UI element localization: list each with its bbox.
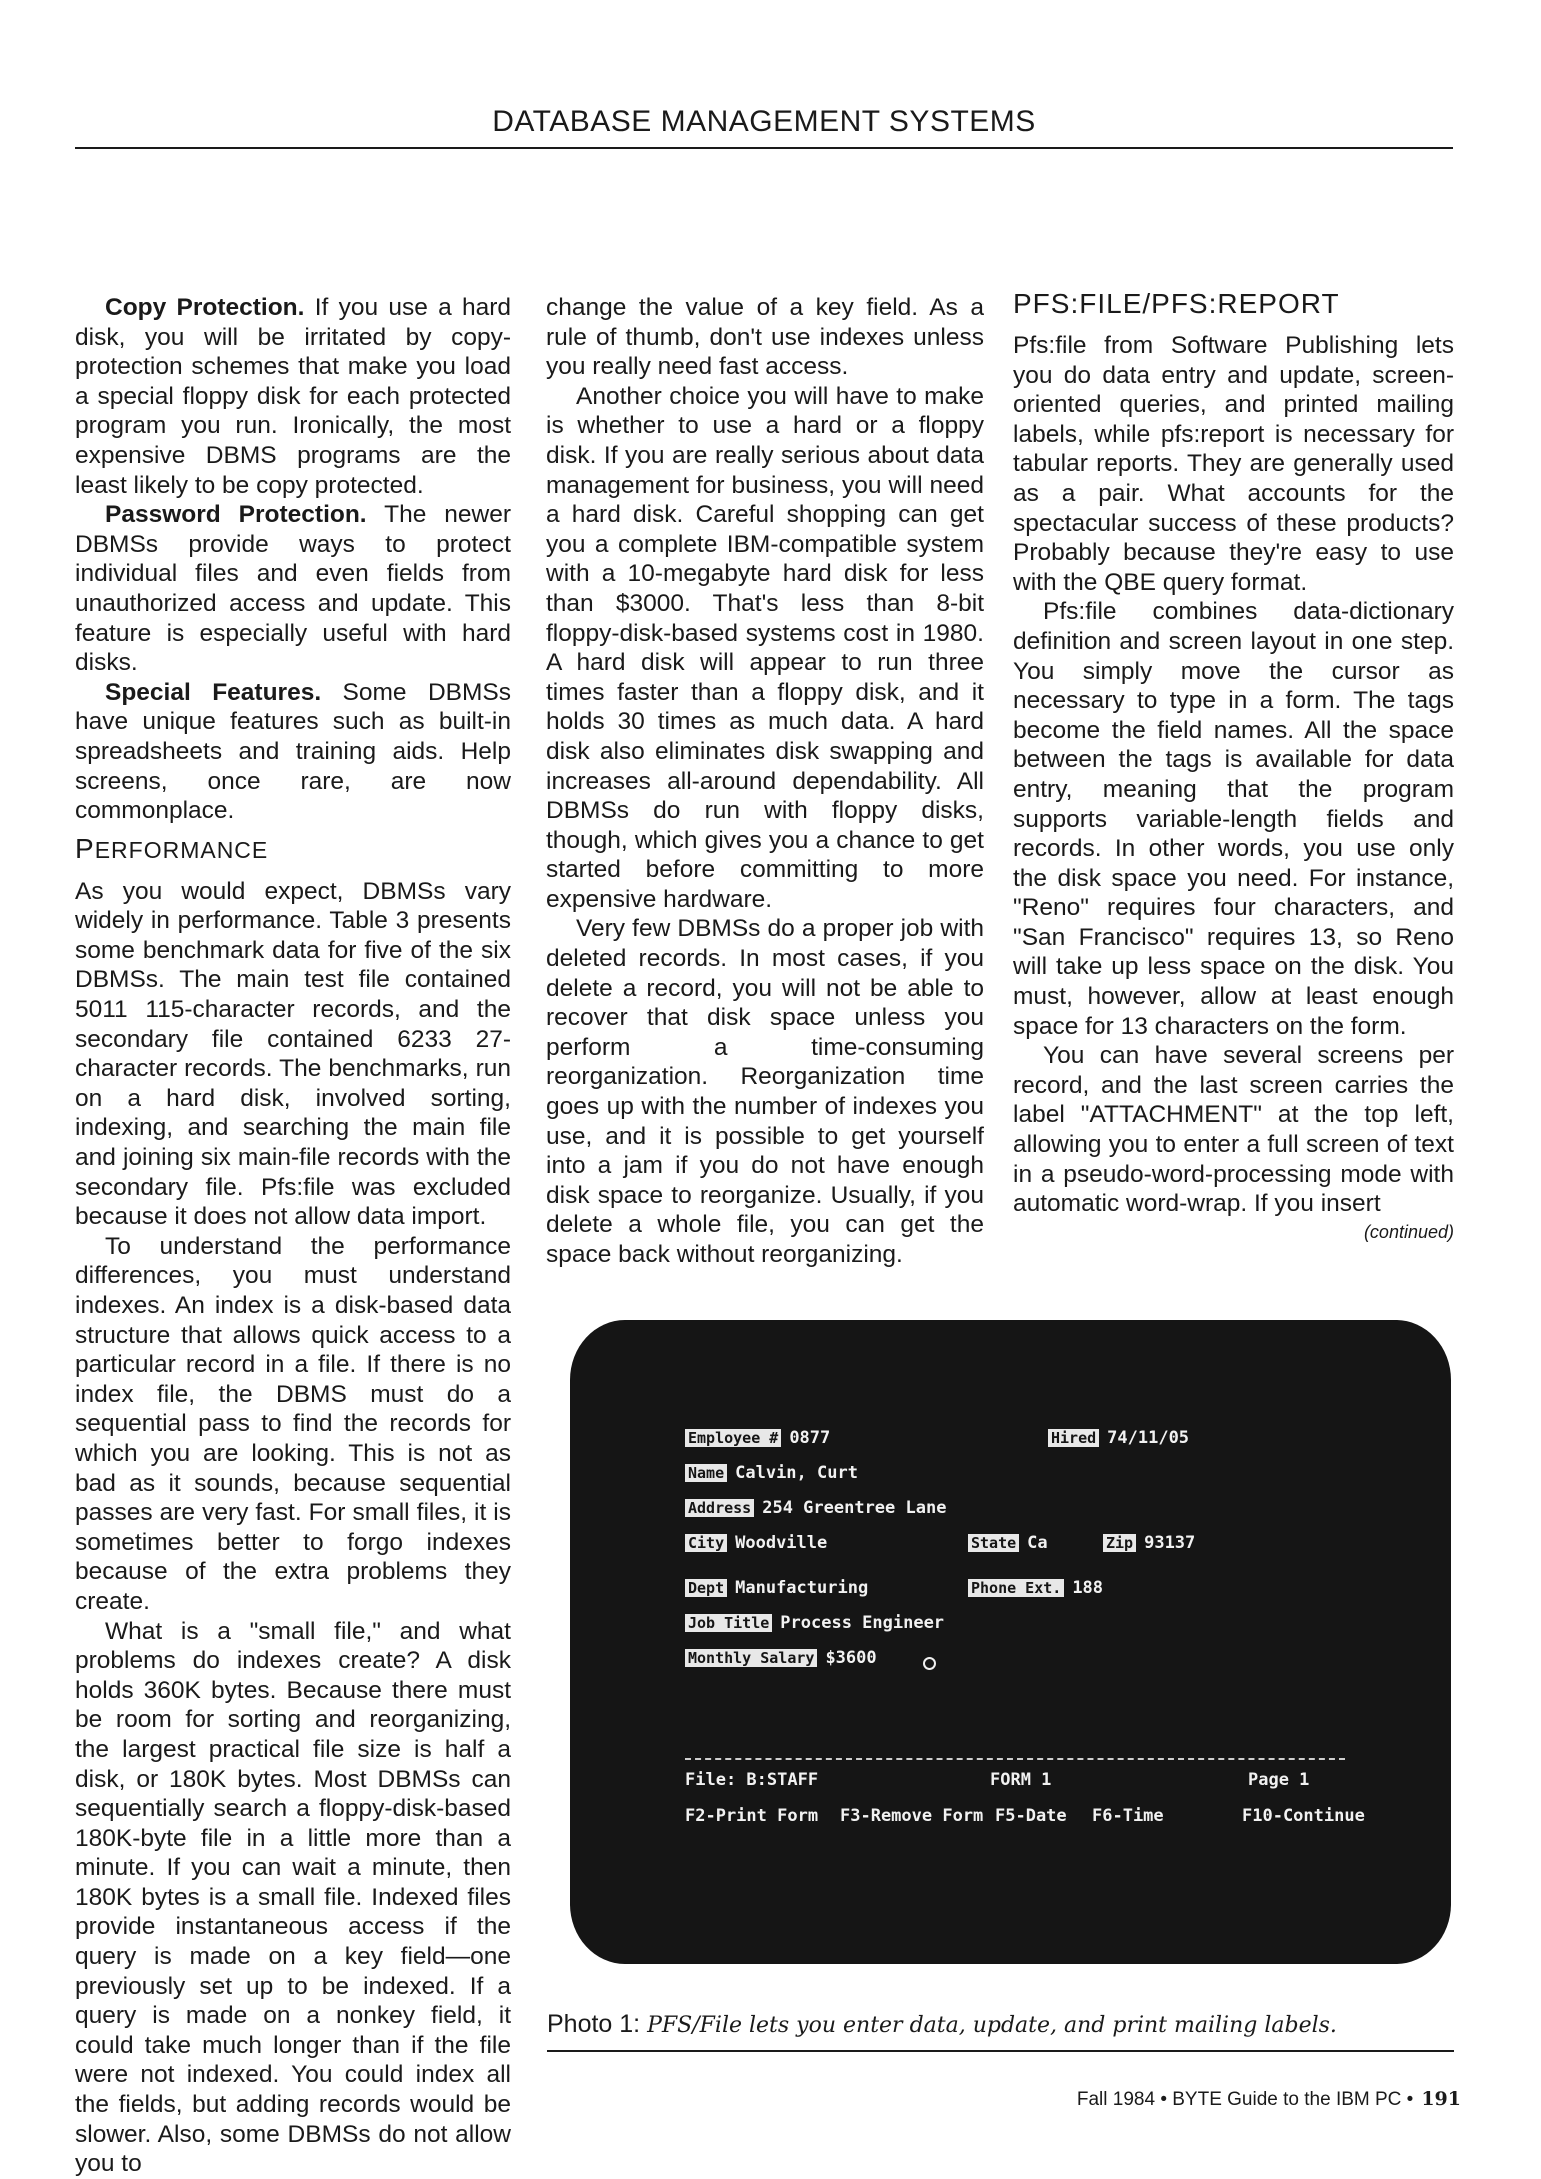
photo-caption (547, 2010, 1337, 2039)
field-tag: Phone Ext. (968, 1579, 1064, 1597)
paragraph-password-protection (75, 500, 511, 678)
paragraph: Very few DBMSs do a proper job with deleted records. In most cases, if you delete a record, you will not be able to recover that disk space unless you perform a time-consuming reorganization. Reorganization time goes up with the number of indexes you use, and it is possible to get yourself into a jam if you do not have enough disk space to reorganize. Usually, if you delete a whole file, you can get the space back without reorganizing. (546, 915, 984, 1268)
paragraph: Another choice you will have to make is whether to use a hard or a floppy disk. If you are really serious about data management for business, you will need a hard disk. Careful shopping can get you a complete IBM-compatible system with a 10-megabyte hard disk for less than $3000. That's less than 8-bit floppy-disk-based systems cost in 1980. A hard disk will appear to run three times faster than a floppy disk, and it holds 30 times as much data. A hard disk also eliminates disk swapping and increases all-around dependability. All DBMSs do run with floppy disks, though, which gives you a chance to get started before committing to more expensive hardware. (546, 382, 984, 913)
photo-crt-screen (570, 1320, 1451, 1964)
continued-note: (continued) (1363, 1221, 1454, 1242)
field-address (685, 1498, 946, 1518)
paragraph-copy-protection (75, 293, 511, 500)
paragraph: As you would expect, DBMSs vary widely in performance. Table 3 presents some benchmark data for five of the six DBMSs. The main test file contained 5011 115-character records, and the secondary file contained 6233 27-character records. The benchmarks, run on a hard disk, involved sorting, indexing, and searching the main file and joining six main-file records with the secondary file. Pfs:file was excluded because it does not allow data import. (75, 877, 511, 1231)
issue-line: Fall 1984 • BYTE Guide to the IBM PC • (1076, 2089, 1414, 2110)
paragraph: To understand the performance differences, you must understand indexes. An index is a disk-based data structure that allows quick access to a particular record in a file. If there is no index file, the DBMS must do a sequential pass to find the records for which you are looking. This is not as bad as it sounds, because sequential passes are very fast. For small files, it is sometimes better to forgo indexes because of the extra problems they create. (75, 1232, 511, 1615)
field-tag: State (968, 1534, 1019, 1552)
cursor-icon (923, 1657, 936, 1670)
field-tag: City (685, 1534, 727, 1552)
running-head: DATABASE MANAGEMENT SYSTEMS (492, 105, 1036, 138)
caption-rule (547, 2050, 1454, 2052)
caption-label: Photo 1: (547, 2010, 641, 2038)
column-1 (75, 293, 511, 2179)
field-value: 93137 (1144, 1533, 1196, 1553)
screen-divider (685, 1758, 1345, 1760)
run-in-head: Password Protection. (105, 501, 367, 529)
fkey-time: F6-Time (1092, 1806, 1164, 1826)
field-value: 74/11/05 (1107, 1428, 1190, 1448)
fkey-print: F2-Print Form (685, 1806, 819, 1826)
field-salary (685, 1648, 877, 1668)
field-value: 254 Greentree Lane (762, 1498, 947, 1518)
field-value: Manufacturing (735, 1578, 869, 1598)
fkey-continue: F10-Continue (1242, 1806, 1365, 1826)
page-number: 191 (1421, 2088, 1461, 2110)
caption-text: PFS/File lets you enter data, update, and print mailing labels. (647, 2013, 1337, 2038)
section-heading-performance: PERFORMANCE (75, 832, 269, 864)
paragraph: change the value of a key field. As a rule of thumb, don't use indexes unless you really need fast access. (546, 294, 984, 381)
field-value: $3600 (825, 1648, 877, 1668)
column-2 (546, 293, 984, 1270)
paragraph: Pfs:file combines data-dictionary definition and screen layout in one step. You simply move the cursor as necessary to type in a form. The tags become the field names. All the space between the tags is available for data entry, meaning that the program supports variable-length fields and records. In other words, you use only the disk space you need. For instance, "Reno" requires four characters, and "San Francisco" requires 13, so Reno will take up less space on the disk. You must, however, allow at least enough space for 13 characters on the form. (1013, 598, 1454, 1040)
column-3 (1013, 288, 1454, 1243)
field-tag: Employee # (685, 1429, 781, 1447)
status-page: Page 1 (1248, 1770, 1310, 1790)
field-tag: Dept (685, 1579, 727, 1597)
paragraph-text: Some DBMSs have unique features such as built-in spreadsheets and training aids. Help screens, once rare, are now commonplace. (75, 678, 511, 825)
field-value: Woodville (735, 1533, 828, 1553)
paragraph-special-features (75, 678, 511, 826)
field-tag: Job Title (685, 1614, 772, 1632)
status-file: File: B:STAFF (685, 1770, 819, 1790)
paragraph-text: The newer DBMSs provide ways to protect individual files and even fields from unauthorized access and update. This feature is especially useful with hard disks. (75, 501, 511, 677)
field-value: Ca (1027, 1533, 1048, 1553)
fkey-date: F5-Date (995, 1806, 1067, 1826)
paragraph-text: If you use a hard disk, you will be irritated by copy-protection schemes that make you load a special floppy disk for each protected program you run. Ironically, the most expensive DBMS programs are the least likely to be copy protected. (75, 294, 511, 499)
field-hired (1048, 1428, 1189, 1448)
run-in-head: Copy Protection. (105, 294, 305, 321)
paragraph: You can have several screens per record, and the last screen carries the label "ATTACHMENT" at the top left, allowing you to enter a full screen of text in a pseudo-word-processing mode with automatic word-wrap. If you insert (1013, 1042, 1454, 1218)
field-state (968, 1533, 1048, 1553)
fkey-remove: F3-Remove Form (840, 1806, 984, 1826)
field-tag: Zip (1103, 1534, 1136, 1552)
field-tag: Monthly Salary (685, 1649, 817, 1667)
field-zip (1103, 1533, 1195, 1553)
field-value: 0877 (789, 1428, 831, 1448)
header-rule (75, 147, 1453, 149)
paragraph: Pfs:file from Software Publishing lets you do data entry and update, screen-oriented queries, and printed mailing labels, while pfs:report is necessary for tabular reports. They are generally used as a pair. What accounts for the spectacular success of these products? Probably because they're easy to use with the QBE query format. (1013, 332, 1454, 596)
field-employee (685, 1428, 830, 1448)
field-phone (968, 1578, 1103, 1598)
run-in-head: Special Features. (105, 678, 322, 706)
field-value: Calvin, Curt (735, 1463, 858, 1483)
field-value: Process Engineer (780, 1613, 945, 1633)
page-footer (1077, 2088, 1461, 2111)
field-city (685, 1533, 827, 1553)
status-form: FORM 1 (990, 1770, 1052, 1790)
paragraph: What is a "small file," and what problems do indexes create? A disk holds 360K bytes. Because there must be room for sorting and reorganizing, the largest practical file size is half a disk, or 180K bytes. Most DBMSs can sequentially search a floppy-disk-based 180K-byte file in a little more than a minute. If you can wait a minute, then 180K bytes is a small file. Indexed files provide instantaneous access if the query is made on a key field—one previously set up to be indexed. If a query is made on a nonkey field, it could take much longer than if the file were not indexed. You could index all the fields, but adding records would be slower. Also, some DBMSs do not allow you to (75, 1617, 511, 2178)
field-job-title (685, 1613, 944, 1633)
section-heading-pfs: PFS:FILE/PFS:REPORT (1013, 288, 1340, 319)
field-value: 188 (1072, 1578, 1104, 1598)
field-tag: Hired (1048, 1429, 1099, 1447)
field-tag: Address (685, 1499, 754, 1517)
field-name (685, 1463, 858, 1483)
screen-contents (570, 1320, 1451, 1964)
field-tag: Name (685, 1464, 727, 1482)
field-dept (685, 1578, 868, 1598)
